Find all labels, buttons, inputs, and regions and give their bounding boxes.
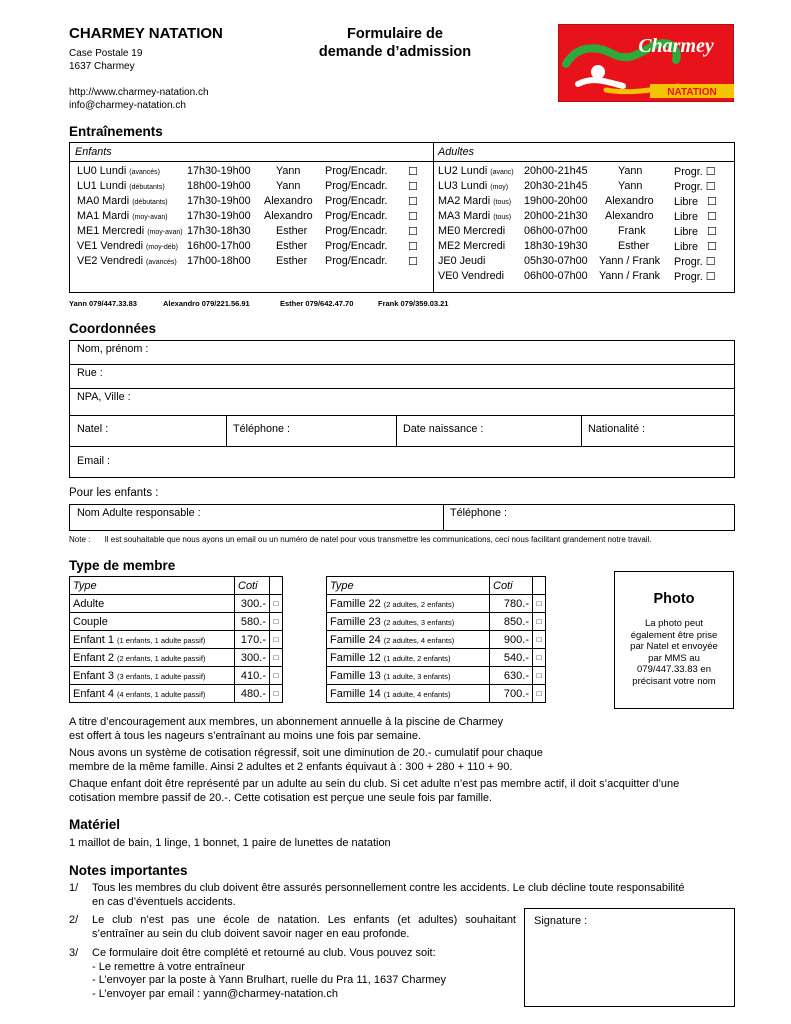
membership-price: 850.- (490, 613, 533, 631)
session-label: MA1 Mardi (moy-avan) (77, 210, 168, 222)
coords-box (69, 340, 735, 478)
session-coach: Frank (618, 225, 646, 237)
membership-checkbox[interactable]: □ (533, 613, 546, 631)
column-coti: Coti (490, 577, 533, 595)
session-type: Prog/Encadr. (325, 195, 388, 207)
note-line: s’entraîner au sein du club doivent savoir nager en eau profonde. (92, 927, 410, 940)
photo-line: précisant votre nom (632, 675, 716, 687)
session-time: 20h00-21h45 (524, 165, 588, 177)
session-label: LU1 Lundi (débutants) (77, 180, 165, 192)
note-3-number: 3/ (69, 947, 79, 959)
session-label: ME1 Mercredi (moy-avan) (77, 225, 183, 237)
membership-table-family (326, 576, 546, 703)
session-time: 17h30-19h00 (187, 165, 251, 177)
membership-header-row (327, 577, 546, 595)
logo-word: Charmey (638, 35, 714, 57)
membership-price: 300.- (235, 649, 270, 667)
membership-checkbox[interactable]: □ (533, 667, 546, 685)
session-type: Prog/Encadr. (325, 210, 388, 222)
membership-type: Famille 12 (1 adulte, 2 enfants) (327, 649, 490, 667)
membership-price: 480.- (235, 685, 270, 703)
session-label: ME0 Mercredi (438, 225, 506, 237)
adults-header: Adultes (438, 146, 475, 158)
membership-type: Famille 14 (1 adulte, 4 enfants) (327, 685, 490, 703)
session-time: 19h00-20h00 (524, 195, 588, 207)
note-line: en cas d’éventuels accidents. (92, 895, 236, 908)
note-3 (92, 947, 446, 1001)
membership-title: Type de membre (69, 558, 176, 573)
session-type[interactable]: Libre ☐ (674, 196, 717, 208)
street-field[interactable]: Rue : (77, 367, 103, 379)
membership-row[interactable] (70, 631, 283, 649)
passive-member-paragraph (69, 778, 679, 805)
notes-title: Notes importantes (69, 863, 188, 878)
website-link[interactable]: http://www.charmey-natation.ch (69, 87, 209, 98)
session-type: Prog/Encadr. (325, 225, 388, 237)
kids-label: Pour les enfants : (69, 487, 159, 499)
session-checkbox[interactable]: ☐ (408, 256, 418, 268)
column-type: Type (70, 577, 235, 595)
membership-row[interactable] (327, 685, 546, 703)
session-coach: Yann (618, 180, 643, 192)
session-checkbox[interactable]: ☐ (408, 166, 418, 178)
club-address (69, 47, 209, 112)
membership-row[interactable] (70, 667, 283, 685)
note-line: - L’envoyer par la poste à Yann Brulhart, ruelle du Pra 11, 1637 Charmey (92, 974, 447, 986)
session-coach: Esther (276, 255, 308, 267)
photo-instructions (615, 618, 733, 687)
membership-header-row (70, 577, 283, 595)
photo-line: par Natel et envoyée (630, 641, 718, 652)
membership-type: Enfant 2 (2 enfants, 1 adulte passif) (70, 649, 235, 667)
membership-checkbox[interactable]: □ (270, 649, 283, 667)
note-line: Ce formulaire doit être complété et retourné au club. Vous pouvez soit: (92, 947, 436, 959)
session-level: (avancés) (129, 169, 160, 176)
session-time: 17h30-19h00 (187, 210, 251, 222)
session-label: VE0 Vendredi (438, 270, 505, 282)
session-type[interactable]: Libre ☐ (674, 226, 717, 238)
session-time: 20h30-21h45 (524, 180, 588, 192)
kids-header: Enfants (75, 146, 112, 158)
paragraph-line: Nous avons un système de cotisation régressif, soit une diminution de 20.- cumulatif pour chaque (69, 747, 543, 759)
coach-contact: Alexandro 079/221.56.91 (163, 299, 250, 308)
membership-price: 700.- (490, 685, 533, 703)
note-text: Il est souhaitable que nous ayons un email ou un numéro de natel pour vous transmettre les communications, ceci nous facilitant grandement notre travail. (104, 535, 652, 544)
session-time: 16h00-17h00 (187, 240, 251, 252)
phone-field[interactable]: Téléphone : (233, 423, 291, 435)
session-level: (tous) (493, 199, 512, 206)
membership-detail: (2 adultes, 4 enfants) (383, 635, 455, 645)
session-time: 18h00-19h00 (187, 180, 251, 192)
session-checkbox[interactable]: ☐ (408, 196, 418, 208)
session-level: (moy-avan) (132, 214, 168, 221)
membership-detail: (2 enfants, 1 adulte passif) (117, 653, 206, 663)
session-label: MA2 Mardi (tous) (438, 195, 512, 207)
session-type[interactable]: Libre ☐ (674, 211, 717, 223)
email-field[interactable]: Email : (77, 455, 110, 467)
membership-detail: (4 enfants, 1 adulte passif) (117, 689, 206, 699)
email-link[interactable]: info@charmey-natation.ch (69, 100, 186, 111)
session-coach: Esther (276, 225, 308, 237)
membership-detail: (1 enfants, 1 adulte passif) (117, 635, 206, 645)
membership-price: 900.- (490, 631, 533, 649)
photo-box[interactable] (614, 571, 734, 709)
session-label: ME2 Mercredi (438, 240, 506, 252)
signature-box[interactable] (524, 908, 735, 1007)
session-coach: Alexandro (264, 195, 313, 207)
membership-detail: (1 adulte, 4 enfants) (383, 689, 451, 699)
session-label: LU3 Lundi (moy) (438, 180, 509, 192)
session-checkbox[interactable]: ☐ (408, 211, 418, 223)
membership-row[interactable] (327, 613, 546, 631)
note-line: Le club n’est pas une école de natation. Les enfants (et adultes) souhaitant (92, 914, 516, 926)
membership-price: 300.- (235, 595, 270, 613)
column-type: Type (327, 577, 490, 595)
session-level: (avancés) (146, 259, 177, 266)
guardian-name-field[interactable]: Nom Adulte responsable : (77, 507, 201, 519)
session-type[interactable]: Progr. ☐ (674, 256, 716, 268)
paragraph-line: est offert à tous les nageurs s’entraînant au moins une fois par semaine. (69, 729, 421, 742)
paragraph-line: membre de la même famille. Ainsi 2 adultes et 2 enfants équivaut à : 300 + 280 + 110 + 90. (69, 760, 513, 773)
membership-type: Couple (70, 613, 235, 631)
club-name: CHARMEY NATATION (69, 25, 223, 42)
session-level: (moy-avan) (147, 229, 183, 236)
membership-detail: (1 adulte, 3 enfants) (383, 671, 451, 681)
membership-price: 170.- (235, 631, 270, 649)
session-time: 18h30-19h30 (524, 240, 588, 252)
membership-type: Famille 13 (1 adulte, 3 enfants) (327, 667, 490, 685)
trainings-title: Entraînements (69, 124, 163, 139)
session-level: (avanc) (490, 169, 514, 176)
membership-checkbox[interactable]: □ (270, 613, 283, 631)
session-type: Prog/Encadr. (325, 180, 388, 192)
city-field[interactable]: NPA, Ville : (77, 391, 131, 403)
session-type[interactable]: Progr. ☐ (674, 271, 716, 283)
session-type[interactable]: Libre ☐ (674, 241, 717, 253)
session-label: LU2 Lundi (avanc) (438, 165, 514, 177)
note-2-number: 2/ (69, 914, 79, 926)
nationality-field[interactable]: Nationalité : (588, 423, 646, 435)
session-checkbox[interactable]: ☐ (408, 226, 418, 238)
membership-row[interactable] (327, 649, 546, 667)
photo-line: La photo peut (644, 618, 704, 629)
session-time: 06h00-07h00 (524, 270, 588, 282)
membership-type: Famille 22 (2 adultes, 2 enfants) (327, 595, 490, 613)
note-line: Tous les membres du club doivent être assurés personnellement contre les accidents. Le club décline toute responsabilité (92, 882, 685, 894)
address-line-2: 1637 Charmey (69, 61, 135, 72)
membership-checkbox[interactable]: □ (533, 649, 546, 667)
session-coach: Alexandro (264, 210, 313, 222)
note-1-number: 1/ (69, 882, 79, 894)
membership-row[interactable] (327, 595, 546, 613)
session-checkbox[interactable]: ☐ (408, 181, 418, 193)
session-time: 17h30-19h00 (187, 195, 251, 207)
session-type[interactable]: Progr. ☐ (674, 181, 716, 193)
membership-type: Enfant 4 (4 enfants, 1 adulte passif) (70, 685, 235, 703)
membership-price: 780.- (490, 595, 533, 613)
session-level: (débutants) (129, 184, 165, 191)
session-level: (débutants) (132, 199, 168, 206)
membership-row[interactable] (70, 649, 283, 667)
club-logo (558, 24, 734, 102)
membership-row[interactable] (327, 667, 546, 685)
coords-title: Coordonnées (69, 321, 157, 336)
membership-row[interactable] (70, 685, 283, 703)
guardian-phone-field[interactable]: Téléphone : (450, 507, 508, 519)
paragraph-line: A titre d’encouragement aux membres, un abonnement annuelle à la piscine de Charmey (69, 716, 504, 728)
membership-row[interactable] (70, 613, 283, 631)
session-level: (moy) (490, 184, 509, 191)
session-label: JE0 Jeudi (438, 255, 486, 267)
column-coti: Coti (235, 577, 270, 595)
session-time: 17h00-18h00 (187, 255, 251, 267)
membership-checkbox[interactable]: □ (270, 631, 283, 649)
pool-paragraph (69, 716, 503, 743)
address-line-1: Case Postale 19 (69, 48, 143, 59)
membership-type: Enfant 3 (3 enfants, 1 adulte passif) (70, 667, 235, 685)
session-label: LU0 Lundi (avancés) (77, 165, 160, 177)
coach-contact: Yann 079/447.33.83 (69, 299, 137, 308)
membership-checkbox[interactable]: □ (533, 631, 546, 649)
membership-price: 410.- (235, 667, 270, 685)
session-coach: Yann (276, 165, 301, 177)
session-coach: Esther (618, 240, 650, 252)
membership-detail: (2 adultes, 3 enfants) (383, 617, 455, 627)
note-line: - Le remettre à votre entraîneur (92, 960, 245, 973)
membership-type: Adulte (70, 595, 235, 613)
membership-checkbox[interactable]: □ (270, 667, 283, 685)
session-type: Prog/Encadr. (325, 255, 388, 267)
paragraph-line: cotisation membre passif de 20.-. Cette cotisation est perçue une seule fois par famille. (69, 791, 493, 804)
membership-detail: (1 adulte, 2 enfants) (383, 653, 451, 663)
session-time: 20h00-21h30 (524, 210, 588, 222)
membership-checkbox[interactable]: □ (270, 595, 283, 613)
session-coach: Yann (618, 165, 643, 177)
session-coach: Alexandro (605, 210, 654, 222)
session-label: MA3 Mardi (tous) (438, 210, 512, 222)
photo-title: Photo (653, 591, 695, 607)
membership-price: 580.- (235, 613, 270, 631)
membership-row[interactable] (70, 595, 283, 613)
membership-detail: (3 enfants, 1 adulte passif) (117, 671, 206, 681)
membership-type: Famille 23 (2 adultes, 3 enfants) (327, 613, 490, 631)
photo-line: 079/447.33.83 en (637, 664, 711, 675)
note-2 (92, 914, 516, 941)
form-title-line-1: Formulaire de (347, 26, 443, 42)
session-coach: Yann (276, 180, 301, 192)
mobile-field[interactable]: Natel : (77, 423, 109, 435)
session-coach: Alexandro (605, 195, 654, 207)
logo-subtitle: NATATION (667, 87, 717, 98)
note-label: Note : (69, 535, 91, 544)
name-field[interactable]: Nom, prénom : (77, 343, 149, 355)
column-check (533, 577, 546, 595)
session-label: VE1 Vendredi (moy-déb) (77, 240, 178, 252)
membership-checkbox[interactable]: □ (533, 595, 546, 613)
photo-line: également être prise (630, 629, 718, 641)
note-line: - L’envoyer par email : yann@charmey-natation.ch (92, 987, 338, 1000)
membership-checkbox[interactable]: □ (270, 685, 283, 703)
signature-label: Signature : (534, 915, 588, 927)
session-type: Prog/Encadr. (325, 165, 388, 177)
session-time: 06h00-07h00 (524, 225, 588, 237)
note-1 (92, 882, 736, 909)
session-type: Prog/Encadr. (325, 240, 388, 252)
membership-detail: (2 adultes, 2 enfants) (383, 599, 455, 609)
birthdate-field[interactable]: Date naissance : (403, 423, 484, 435)
membership-price: 540.- (490, 649, 533, 667)
session-checkbox[interactable]: ☐ (408, 241, 418, 253)
session-time: 05h30-07h00 (524, 255, 588, 267)
session-label: MA0 Mardi (débutants) (77, 195, 168, 207)
session-level: (moy-déb) (146, 244, 178, 251)
session-type[interactable]: Progr. ☐ (674, 166, 716, 178)
column-check (270, 577, 283, 595)
coach-contact: Frank 079/359.03.21 (378, 299, 449, 308)
session-coach: Yann / Frank (599, 255, 661, 267)
session-time: 17h30-18h30 (187, 225, 251, 237)
session-level: (tous) (493, 214, 512, 221)
contact-note (69, 535, 652, 544)
coach-contact: Esther 079/642.47.70 (280, 299, 354, 308)
membership-price: 630.- (490, 667, 533, 685)
material-title: Matériel (69, 817, 121, 832)
paragraph-line: Chaque enfant doit être représenté par un adulte au sein du club. Si cet adulte n’est pas membre actif, il doit s’acquitter d’une (69, 778, 680, 790)
membership-type: Famille 24 (2 adultes, 4 enfants) (327, 631, 490, 649)
membership-checkbox[interactable]: □ (533, 685, 546, 703)
membership-row[interactable] (327, 631, 546, 649)
membership-type: Enfant 1 (1 enfants, 1 adulte passif) (70, 631, 235, 649)
form-title (300, 25, 490, 61)
session-label: VE2 Vendredi (avancés) (77, 255, 177, 267)
form-title-line-2: demande d’admission (318, 44, 472, 60)
material-text: 1 maillot de bain, 1 linge, 1 bonnet, 1 paire de lunettes de natation (69, 837, 391, 849)
membership-table-individual (69, 576, 283, 703)
session-coach: Esther (276, 240, 308, 252)
photo-line: par MMS au (648, 652, 700, 664)
session-coach: Yann / Frank (599, 270, 661, 282)
fee-paragraph (69, 747, 543, 774)
